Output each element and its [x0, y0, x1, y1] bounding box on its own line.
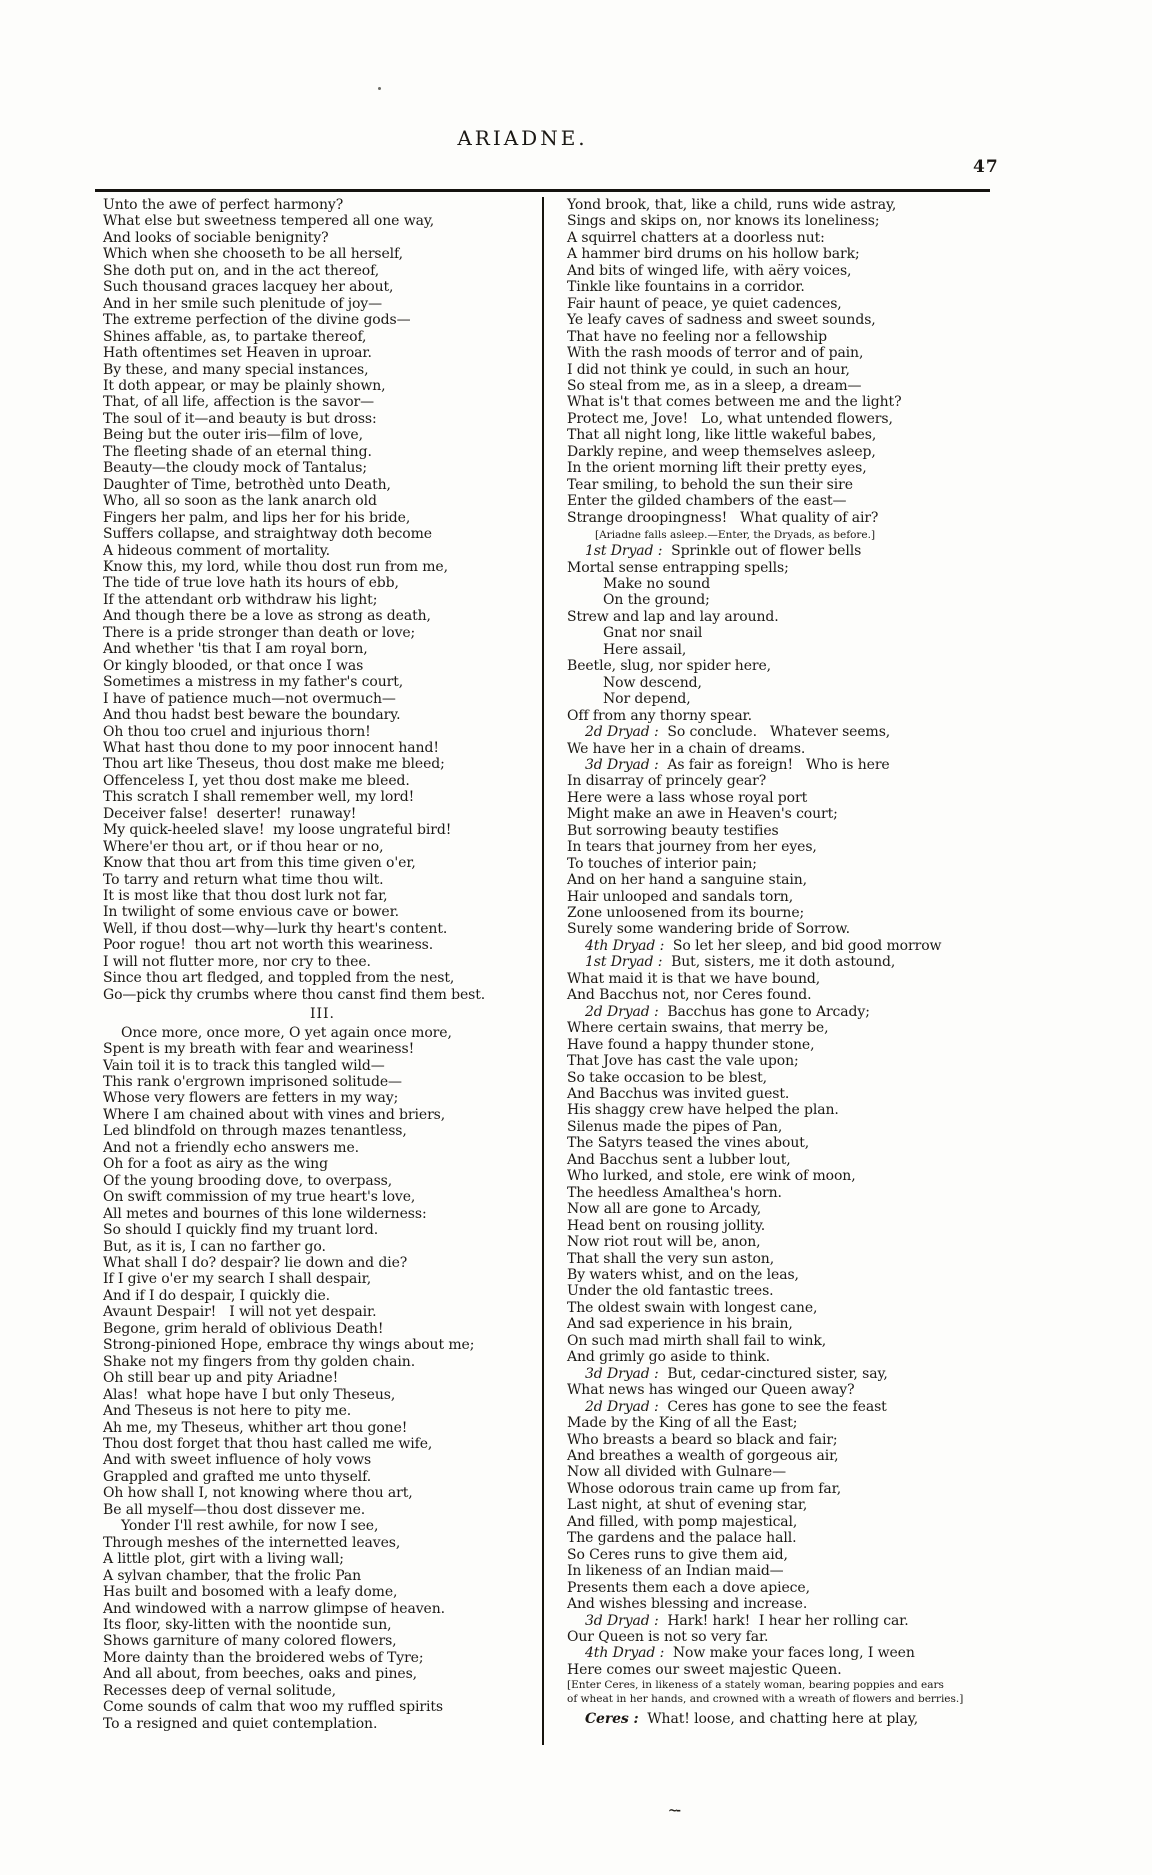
poem-line: So steal from me, as in a sleep, a dream— [567, 377, 862, 394]
poem-line: Poor rogue! thou art not worth this weariness. [103, 937, 434, 954]
poem-line: My quick-heeled slave! my loose ungrateful bird! [103, 822, 452, 839]
poem-line: Once more, once more, O yet again once more, [121, 1024, 452, 1041]
poem-line: The soul of it—and beauty is but dross: [103, 410, 377, 427]
speaker-name: 2d Dryad : [585, 1398, 659, 1415]
speaker-name: 3d Dryad : [585, 1365, 659, 1382]
poem-line: On such mad mirth shall fail to wink, [567, 1332, 827, 1349]
poem-line: Now all are gone to Arcady, [567, 1201, 762, 1218]
poem-line: Deceiver false! deserter! runaway! [103, 805, 357, 822]
poem-line: Being but the outer iris—film of love, [103, 427, 363, 444]
poem-line: What else but sweetness tempered all one way, [103, 213, 435, 230]
poem-line: In likeness of an Indian maid— [567, 1563, 784, 1580]
poem-line: That all night long, like little wakeful babes, [567, 427, 877, 444]
scan-speck [378, 87, 381, 90]
poem-line: I did not think ye could, in such an hour, [567, 361, 850, 378]
poem-line: Come sounds of calm that woo my ruffled spirits [103, 1699, 443, 1716]
poem-line: Shows garniture of many colored flowers, [103, 1633, 397, 1650]
poem-line: Make no sound [603, 575, 711, 592]
poem-line: Spent is my breath with fear and weariness! [103, 1041, 415, 1058]
poem-line: His shaggy crew have helped the plan. [567, 1102, 839, 1119]
poem-line: And with sweet influence of holy vows [103, 1452, 372, 1469]
stage-direction: [Enter Ceres, in likeness of a stately woman, bearing poppies and ears [567, 1679, 944, 1692]
poem-line: Where'er thou art, or if thou hear or no, [103, 838, 384, 855]
poem-line: Protect me, Jove! Lo, what untended flowers, [567, 410, 893, 427]
poem-line: Offenceless I, yet thou dost make me bleed. [103, 772, 410, 789]
poem-line: Since thou art fledged, and toppled from the nest, [103, 970, 455, 987]
poem-line: Last night, at shut of evening star, [567, 1497, 808, 1514]
poem-line: Sometimes a mistress in my father's court, [103, 674, 404, 691]
dialogue-line: 3d Dryad : Hark! hark! I hear her rolling car. [585, 1612, 909, 1629]
page-number: 47 [973, 157, 999, 177]
poem-line: And wishes blessing and increase. [567, 1596, 808, 1613]
poem-line: And Bacchus sent a lubber lout, [567, 1151, 791, 1168]
poem-line: Led blindfold on through mazes tenantless, [103, 1123, 407, 1140]
poem-line: What is't that comes between me and the light? [567, 394, 902, 411]
poem-line: Gnat nor snail [603, 625, 703, 642]
poem-line: Beetle, slug, nor spider here, [567, 658, 772, 675]
poem-line: Yond brook, that, like a child, runs wide astray, [567, 197, 897, 213]
page-title: ARIADNE. [457, 126, 588, 150]
speaker-name: 4th Dryad : [585, 937, 665, 954]
text-block [95, 197, 990, 1745]
speaker-name: 2d Dryad : [585, 724, 659, 741]
poem-line: Might make an awe in Heaven's court; [567, 806, 838, 823]
dialogue-line: Ceres : What! loose, and chatting here at play, [585, 1711, 919, 1728]
poem-line: Whose very flowers are fetters in my way; [103, 1090, 399, 1107]
poem-line: And thou hadst best beware the boundary. [103, 707, 401, 724]
poem-line: A little plot, girt with a living wall; [103, 1551, 344, 1568]
poem-line: That, of all life, affection is the savor— [103, 394, 375, 411]
speaker-name: 3d Dryad : [585, 1612, 659, 1629]
poem-line: Well, if thou dost—why—lurk thy heart's content. [103, 920, 448, 937]
poem-line: Ye leafy caves of sadness and sweet sounds, [567, 312, 876, 329]
poem-line: Recesses deep of vernal solitude, [103, 1682, 337, 1699]
poem-line: Shines affable, as, to partake thereof, [103, 328, 367, 345]
poem-line: Oh for a foot as airy as the wing [103, 1156, 328, 1173]
poem-line: If the attendant orb withdraw his light; [103, 591, 378, 608]
poem-line: Oh how shall I, not knowing where thou art, [103, 1485, 413, 1502]
section-heading: III. [309, 1006, 336, 1023]
poem-line: That Jove has cast the vale upon; [567, 1053, 799, 1070]
poem-line: And though there be a love as strong as death, [103, 608, 431, 625]
poem-line: Where I am chained about with vines and briers, [103, 1106, 446, 1123]
poem-line: Head bent on rousing jollity. [567, 1217, 766, 1234]
poem-line: Surely some wandering bride of Sorrow. [567, 921, 850, 938]
poem-line: Ah me, my Theseus, whither art thou gone! [103, 1419, 408, 1436]
poem-line: And if I do despair, I quickly die. [103, 1287, 331, 1304]
poem-line: To touches of interior pain; [567, 855, 757, 872]
poem-line: Who breasts a beard so black and fair; [567, 1431, 838, 1448]
poem-line: Made by the King of all the East; [567, 1415, 798, 1432]
dialogue-line: 2d Dryad : So conclude. Whatever seems, [585, 724, 891, 741]
poem-line: Daughter of Time, betrothèd unto Death, [103, 476, 391, 493]
poem-line: Tear smiling, to behold the sun their sire [567, 476, 853, 493]
poem-line: All metes and bournes of this lone wilderness: [103, 1205, 427, 1222]
poem-line: Who, all so soon as the lank anarch old [103, 493, 377, 510]
poem-line: Fair haunt of peace, ye quiet cadences, [567, 295, 842, 312]
poem-line: Its floor, sky-litten with the noontide sun, [103, 1616, 392, 1633]
poem-line: And on her hand a sanguine stain, [567, 872, 808, 889]
poem-line: This rank o'ergrown imprisoned solitude— [103, 1074, 402, 1091]
poem-line: More dainty than the broidered webs of Tyre; [103, 1649, 424, 1666]
poem-line: In disarray of princely gear? [567, 773, 767, 790]
poem-line: The fleeting shade of an eternal thing. [103, 443, 372, 460]
dialogue-line: 4th Dryad : So let her sleep, and bid good morrow [585, 937, 942, 954]
poem-line: And not a friendly echo answers me. [103, 1139, 359, 1156]
poem-line: Where certain swains, that merry be, [567, 1020, 829, 1037]
poem-line: Strew and lap and lay around. [567, 608, 779, 625]
poem-line: In the orient morning lift their pretty eyes, [567, 460, 867, 477]
speaker-name: 1st Dryad : [585, 954, 663, 971]
poem-line: By these, and many special instances, [103, 361, 369, 378]
poem-line: Off from any thorny spear. [567, 707, 752, 724]
poem-line: And Theseus is not here to pity me. [103, 1403, 352, 1420]
poem-line: Or kingly blooded, or that once I was [103, 657, 364, 674]
poem-line: Whose odorous train came up from far, [567, 1480, 842, 1497]
poem-line: Here were a lass whose royal port [567, 789, 808, 806]
poem-line: What shall I do? despair? lie down and die? [103, 1255, 408, 1271]
poem-line: That have no feeling nor a fellowship [567, 328, 827, 345]
dialogue-line: 3d Dryad : But, cedar-cinctured sister, say, [585, 1365, 888, 1382]
dialogue-line: 2d Dryad : Bacchus has gone to Arcady; [585, 1003, 870, 1020]
poem-line: I will not flutter more, nor cry to thee. [103, 953, 371, 970]
poem-line: On swift commission of my true heart's love, [103, 1189, 416, 1206]
poem-line: Darkly repine, and weep themselves asleep, [567, 443, 876, 460]
poem-line: Here assail, [603, 641, 687, 658]
poem-line: And in her smile such plenitude of joy— [103, 295, 382, 312]
poem-line: To a resigned and quiet contemplation. [103, 1715, 378, 1732]
poem-line: Hair unlooped and sandals torn, [567, 888, 794, 905]
speaker-name: 4th Dryad : [585, 1645, 665, 1662]
poem-line: This scratch I shall remember well, my lord! [103, 789, 415, 806]
poem-line: The oldest swain with longest cane, [567, 1299, 818, 1316]
stage-direction: of wheat in her hands, and crowned with a wreath of flowers and berries.] [567, 1693, 964, 1706]
poem-line: Who lurked, and stole, ere wink of moon, [567, 1168, 856, 1185]
scan-smudge: ~- [668, 1803, 680, 1817]
poem-line: Have found a happy thunder stone, [567, 1036, 815, 1053]
poem-line: The tide of true love hath its hours of ebb, [103, 575, 399, 592]
poem-line: The extreme perfection of the divine gods— [103, 312, 411, 329]
right-column [544, 197, 990, 1745]
poem-line: Alas! what hope have I but only Theseus, [103, 1386, 396, 1403]
poem-line: Be all myself—thou dost dissever me. [103, 1501, 366, 1518]
poem-line: And filled, with pomp majestical, [567, 1513, 798, 1530]
poem-line: And sad experience in his brain, [567, 1316, 793, 1333]
poem-line: What maid it is that we have bound, [567, 970, 821, 987]
poem-line: So should I quickly find my truant lord. [103, 1222, 379, 1239]
speaker-name: 1st Dryad : [585, 543, 663, 560]
poem-line: There is a pride stronger than death or love; [103, 624, 416, 641]
poem-line: Mortal sense entrapping spells; [567, 559, 789, 576]
poem-line: With the rash moods of terror and of pain, [567, 345, 864, 362]
dialogue-line: 3d Dryad : As fair as foreign! Who is here [585, 756, 890, 773]
poem-line: And bits of winged life, with aëry voices, [567, 262, 852, 279]
dialogue-line: 2d Dryad : Ceres has gone to see the feast [585, 1398, 887, 1415]
poem-line: Such thousand graces lacquey her about, [103, 279, 394, 296]
poem-line: On the ground; [603, 592, 710, 609]
poem-line: Grappled and grafted me unto thyself. [103, 1468, 372, 1485]
poem-line: Begone, grim herald of oblivious Death! [103, 1320, 384, 1337]
poem-line: Strange droopingness! What quality of air? [567, 509, 879, 526]
poem-line: The Satyrs teased the vines about, [567, 1135, 810, 1152]
poem-line: And whether 'tis that I am royal born, [103, 641, 368, 658]
poem-line: And Bacchus was invited guest. [567, 1086, 790, 1103]
poem-line: The gardens and the palace hall. [567, 1530, 797, 1547]
poem-line: And Bacchus not, nor Ceres found. [567, 987, 812, 1004]
poem-line: Now riot rout will be, anon, [567, 1234, 761, 1251]
poem-line: If I give o'er my search I shall despair, [103, 1271, 372, 1288]
poem-line: What hast thou done to my poor innocent hand! [103, 739, 439, 756]
speaker-name: 3d Dryad : [585, 756, 659, 773]
dialogue-line: 1st Dryad : Sprinkle out of flower bells [585, 543, 862, 560]
poem-line: Unto the awe of perfect harmony? [103, 197, 344, 213]
poem-line: Shake not my fingers from thy golden chain. [103, 1353, 416, 1370]
speaker-name: 2d Dryad : [585, 1003, 659, 1020]
poem-line: Nor depend, [603, 691, 691, 708]
poem-line: Now all divided with Gulnare— [567, 1464, 787, 1481]
left-column [95, 197, 542, 1745]
poem-line: So Ceres runs to give them aid, [567, 1546, 788, 1563]
poem-line: Beauty—the cloudy mock of Tantalus; [103, 460, 367, 477]
poem-line: Our Queen is not so very far. [567, 1628, 769, 1645]
poem-line: Through meshes of the internetted leaves, [103, 1534, 401, 1551]
poem-line: Oh still bear up and pity Ariadne! [103, 1370, 339, 1387]
poem-line: And windowed with a narrow glimpse of heaven. [103, 1600, 445, 1617]
poem-line: Thou art like Theseus, thou dost make me bleed; [103, 756, 445, 773]
poem-line: The heedless Amalthea's horn. [567, 1184, 782, 1201]
poem-line: Go—pick thy crumbs where thou canst find them best. [103, 986, 486, 1003]
poem-line: Now descend, [603, 674, 702, 691]
poem-line: Tinkle like fountains in a corridor. [567, 279, 805, 296]
poem-line: Thou dost forget that thou hast called me wife, [103, 1435, 433, 1452]
poem-line: A hideous comment of mortality. [103, 542, 330, 559]
poem-line: Oh thou too cruel and injurious thorn! [103, 723, 371, 740]
poem-line: So take occasion to be blest, [567, 1069, 767, 1086]
poem-line: It is most like that thou dost lurk not far, [103, 888, 388, 905]
poem-line: I have of patience much—not overmuch— [103, 690, 396, 707]
poem-line: Hath oftentimes set Heaven in uproar. [103, 345, 372, 362]
poem-line: Strong-pinioned Hope, embrace thy wings about me; [103, 1337, 475, 1354]
poem-line: And breathes a wealth of gorgeous air, [567, 1447, 839, 1464]
poem-line: A squirrel chatters at a doorless nut: [567, 229, 825, 246]
poem-line: Yonder I'll rest awhile, for now I see, [121, 1518, 379, 1535]
poem-line: By waters whist, and on the leas, [567, 1267, 799, 1283]
poem-line: Sings and skips on, nor knows its loneliness; [567, 213, 880, 230]
poem-line: Presents them each a dove apiece, [567, 1579, 810, 1596]
poem-line: A hammer bird drums on his hollow bark; [567, 246, 860, 263]
poem-line: Vain toil it is to track this tangled wild— [103, 1057, 385, 1074]
poem-line: Here comes our sweet majestic Queen. [567, 1661, 842, 1678]
header-rule [95, 189, 990, 192]
poem-line: Know that thou art from this time given o'er, [103, 855, 416, 872]
poem-line: Zone unloosened from its bourne; [567, 905, 805, 922]
poem-line: And looks of sociable benignity? [103, 229, 329, 246]
poem-line: Under the old fantastic trees. [567, 1283, 774, 1300]
poem-line: It doth appear, or may be plainly shown, [103, 377, 386, 394]
poem-line: And all about, from beeches, oaks and pines, [103, 1666, 418, 1683]
poem-line: We have her in a chain of dreams. [567, 740, 806, 757]
poem-line: Fingers her palm, and lips her for his bride, [103, 509, 411, 526]
poem-line: What news has winged our Queen away? [567, 1382, 855, 1399]
poem-line: She doth put on, and in the act thereof, [103, 262, 380, 279]
poem-line: A sylvan chamber, that the frolic Pan [103, 1567, 362, 1584]
poem-line: Avaunt Despair! I will not yet despair. [103, 1304, 377, 1321]
poem-line: Has built and bosomed with a leafy dome, [103, 1584, 398, 1601]
poem-line: But sorrowing beauty testifies [567, 822, 779, 839]
stage-direction: [Ariadne falls asleep.—Enter, the Dryads, as before.] [595, 529, 876, 542]
poem-line: Suffers collapse, and straightway doth become [103, 526, 432, 543]
poem-line: Know this, my lord, while thou dost run from me, [103, 558, 448, 575]
poem-line: Of the young brooding dove, to overpass, [103, 1172, 393, 1189]
poem-line: That shall the very sun aston, [567, 1250, 775, 1267]
poem-line: Silenus made the pipes of Pan, [567, 1118, 783, 1135]
poem-line: In tears that journey from her eyes, [567, 839, 817, 856]
poem-line: To tarry and return what time thou wilt. [103, 871, 384, 888]
speaker-name: Ceres : [585, 1711, 639, 1728]
poem-line: Enter the gilded chambers of the east— [567, 493, 847, 510]
dialogue-line: 1st Dryad : But, sisters, me it doth astound, [585, 954, 896, 971]
poem-line: In twilight of some envious cave or bower. [103, 904, 400, 921]
poem-line: And grimly go aside to think. [567, 1349, 771, 1366]
poem-line: Which when she chooseth to be all herself, [103, 246, 403, 263]
dialogue-line: 4th Dryad : Now make your faces long, I ween [585, 1645, 915, 1662]
poem-line: But, as it is, I can no farther go. [103, 1238, 326, 1255]
